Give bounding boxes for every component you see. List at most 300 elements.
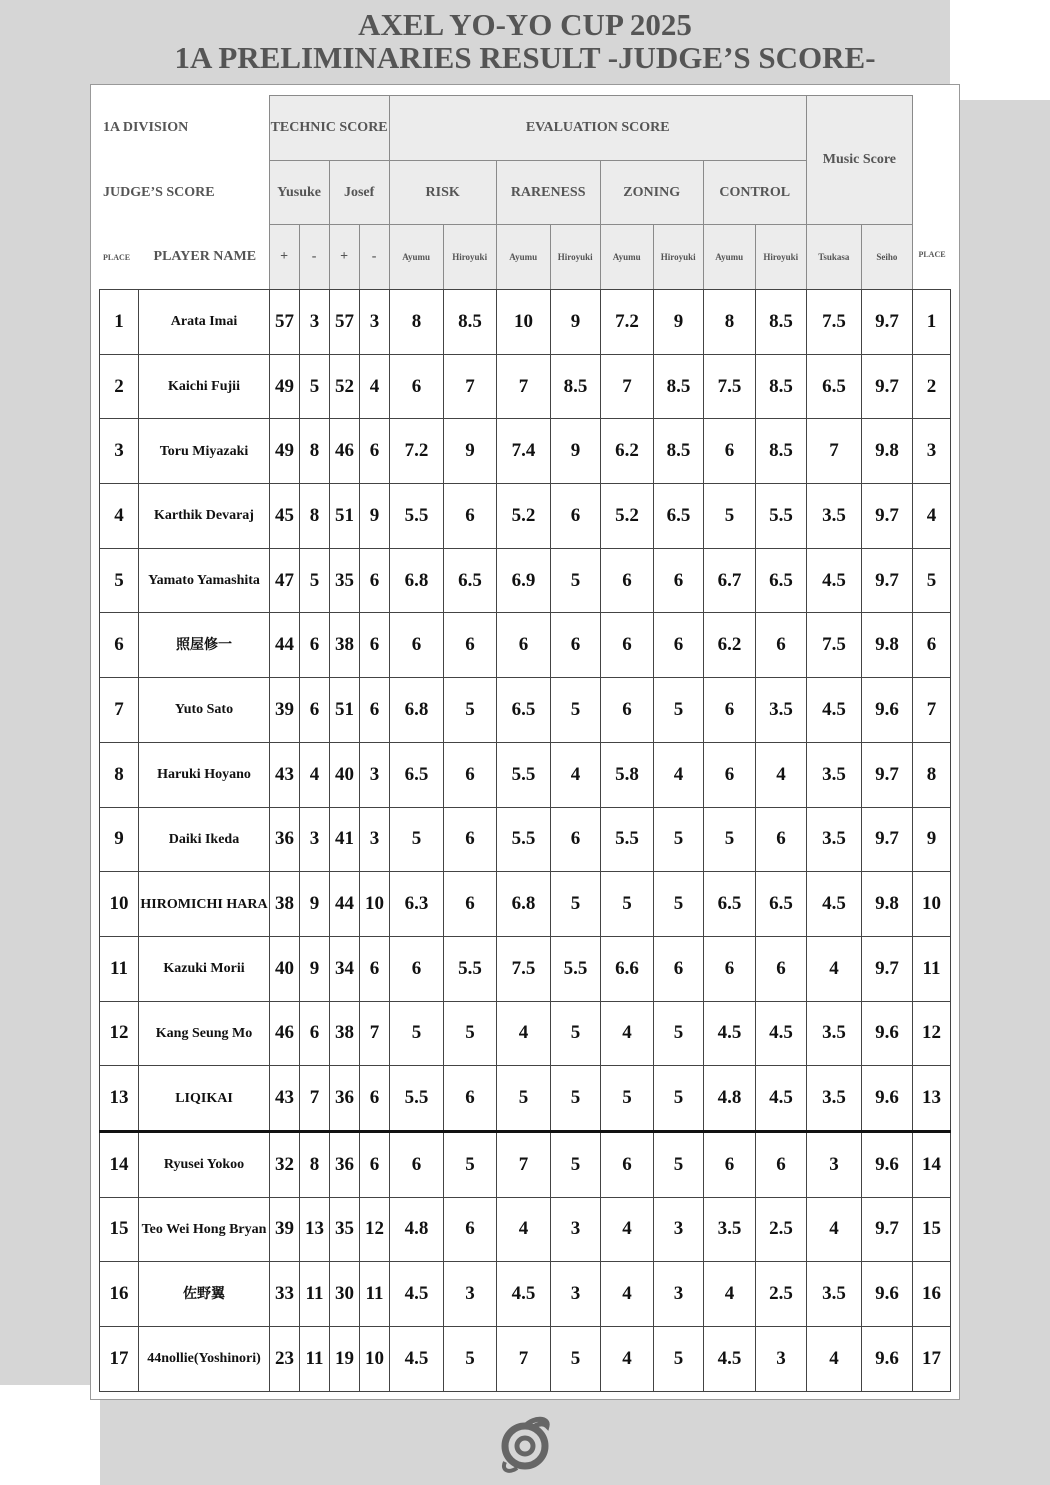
risk-hiroyuki-cell: 5: [444, 1327, 497, 1392]
place-right-cell: 13: [913, 1066, 951, 1132]
rareness-ayumu-cell: 6.8: [497, 872, 551, 937]
josef-minus-cell: 6: [360, 1066, 390, 1132]
control-hiroyuki-cell: 2.5: [756, 1262, 807, 1327]
josef-minus-cell: 12: [360, 1197, 390, 1262]
place-right-cell: 17: [913, 1327, 951, 1392]
place-cell: 15: [100, 1197, 139, 1262]
rareness-ayumu-cell: 5.2: [497, 484, 551, 549]
place-right-cell: 4: [913, 484, 951, 549]
background-left: [0, 100, 100, 1385]
evaluation-score-header: EVALUATION SCORE: [389, 96, 806, 161]
music-seiho-cell: 9.7: [862, 742, 913, 807]
technic-judge-yusuke: Yusuke: [269, 161, 329, 225]
yusuke-plus-cell: 33: [270, 1262, 300, 1327]
technic-judge-josef: Josef: [329, 161, 389, 225]
yusuke-plus-cell: 38: [270, 872, 300, 937]
zoning-judge-hiroyuki: Hiroyuki: [653, 225, 703, 290]
risk-hiroyuki-cell: 6: [444, 613, 497, 678]
zoning-ayumu-cell: 6.6: [601, 936, 654, 1001]
music-seiho-cell: 9.6: [862, 1066, 913, 1132]
zoning-hiroyuki-cell: 5: [654, 678, 704, 743]
zoning-ayumu-cell: 4: [601, 1327, 654, 1392]
place-cell: 5: [100, 548, 139, 613]
table-row: [100, 290, 951, 355]
zoning-hiroyuki-cell: 9: [654, 290, 704, 355]
music-seiho-cell: 9.7: [862, 548, 913, 613]
josef-plus-cell: 34: [330, 936, 360, 1001]
yoyo-logo-icon: [495, 1412, 555, 1474]
results-body: [100, 290, 951, 1392]
josef-minus-cell: 6: [360, 548, 390, 613]
zoning-ayumu-cell: 6: [601, 613, 654, 678]
technic-score-header: TECHNIC SCORE: [269, 96, 389, 161]
place-label-left: PLACE: [100, 225, 138, 290]
table-row: [100, 1262, 951, 1327]
player-name-cell: 44nollie(Yoshinori): [139, 1327, 270, 1392]
risk-hiroyuki-cell: 6: [444, 1066, 497, 1132]
zoning-ayumu-cell: 5.8: [601, 742, 654, 807]
place-cell: 8: [100, 742, 139, 807]
zoning-ayumu-cell: 6: [601, 548, 654, 613]
josef-minus-cell: 4: [360, 354, 390, 419]
place-cell: 12: [100, 1001, 139, 1066]
yusuke-plus-cell: 39: [270, 678, 300, 743]
place-cell: 1: [100, 290, 139, 355]
player-name-cell: 照屋修一: [139, 613, 270, 678]
josef-plus-cell: 51: [330, 678, 360, 743]
table-row: [100, 1197, 951, 1262]
yusuke-plus-cell: 43: [270, 742, 300, 807]
risk-ayumu-cell: 7.2: [390, 419, 444, 484]
josef-plus-cell: 38: [330, 1001, 360, 1066]
josef-minus-cell: 11: [360, 1262, 390, 1327]
control-ayumu-cell: 6.2: [704, 613, 756, 678]
music-seiho-cell: 9.7: [862, 484, 913, 549]
rareness-hiroyuki-cell: 9: [551, 419, 601, 484]
rareness-hiroyuki-cell: 6: [551, 613, 601, 678]
rareness-ayumu-cell: 6.5: [497, 678, 551, 743]
yusuke-minus-cell: 8: [300, 1131, 330, 1197]
rareness-hiroyuki-cell: 4: [551, 742, 601, 807]
josef-plus-cell: 46: [330, 419, 360, 484]
josef-minus-cell: 9: [360, 484, 390, 549]
place-right-cell: 14: [913, 1131, 951, 1197]
yusuke-minus-cell: 6: [300, 1001, 330, 1066]
zoning-ayumu-cell: 7.2: [601, 290, 654, 355]
category-control: CONTROL: [703, 161, 806, 225]
josef-plus-cell: 44: [330, 872, 360, 937]
rareness-ayumu-cell: 4: [497, 1197, 551, 1262]
music-tsukasa-cell: 3.5: [807, 742, 862, 807]
risk-hiroyuki-cell: 3: [444, 1262, 497, 1327]
music-tsukasa-cell: 4: [807, 936, 862, 1001]
player-name-cell: Haruki Hoyano: [139, 742, 270, 807]
josef-plus-cell: 41: [330, 807, 360, 872]
yusuke-plus-cell: 57: [270, 290, 300, 355]
yusuke-plus-cell: 47: [270, 548, 300, 613]
yusuke-plus-cell: 49: [270, 419, 300, 484]
yusuke-minus-cell: 8: [300, 419, 330, 484]
control-judge-hiroyuki: Hiroyuki: [755, 225, 806, 290]
risk-hiroyuki-cell: 9: [444, 419, 497, 484]
risk-hiroyuki-cell: 5: [444, 1001, 497, 1066]
music-tsukasa-cell: 3.5: [807, 1066, 862, 1132]
music-seiho-cell: 9.7: [862, 290, 913, 355]
place-cell: 11: [100, 936, 139, 1001]
player-name-cell: HIROMICHI HARA: [139, 872, 270, 937]
control-ayumu-cell: 5: [704, 807, 756, 872]
risk-ayumu-cell: 6: [390, 1131, 444, 1197]
place-cell: 14: [100, 1131, 139, 1197]
control-hiroyuki-cell: 8.5: [756, 290, 807, 355]
yusuke-minus-cell: 3: [300, 290, 330, 355]
rareness-ayumu-cell: 7: [497, 1327, 551, 1392]
music-seiho-cell: 9.7: [862, 936, 913, 1001]
yusuke-minus-cell: 6: [300, 613, 330, 678]
place-cell: 3: [100, 419, 139, 484]
music-seiho-cell: 9.7: [862, 354, 913, 419]
player-name-cell: Kang Seung Mo: [139, 1001, 270, 1066]
music-tsukasa-cell: 4: [807, 1327, 862, 1392]
yusuke-plus-cell: 36: [270, 807, 300, 872]
music-score-header: Music Score: [806, 96, 912, 225]
risk-judge-hiroyuki: Hiroyuki: [443, 225, 496, 290]
risk-ayumu-cell: 5: [390, 807, 444, 872]
risk-ayumu-cell: 6.3: [390, 872, 444, 937]
yusuke-plus-cell: 39: [270, 1197, 300, 1262]
table-row: [100, 548, 951, 613]
zoning-hiroyuki-cell: 5: [654, 1066, 704, 1132]
music-seiho-cell: 9.7: [862, 1197, 913, 1262]
control-ayumu-cell: 8: [704, 290, 756, 355]
josef-plus-cell: 51: [330, 484, 360, 549]
music-seiho-cell: 9.6: [862, 1262, 913, 1327]
risk-hiroyuki-cell: 6: [444, 872, 497, 937]
zoning-ayumu-cell: 4: [601, 1197, 654, 1262]
yusuke-minus-cell: 6: [300, 678, 330, 743]
zoning-ayumu-cell: 5: [601, 1066, 654, 1132]
music-judge-seiho: Seiho: [861, 225, 912, 290]
place-cell: 4: [100, 484, 139, 549]
josef-plus-cell: 35: [330, 1197, 360, 1262]
player-name-cell: Kazuki Morii: [139, 936, 270, 1001]
josef-minus-cell: 6: [360, 419, 390, 484]
yusuke-plus-cell: 49: [270, 354, 300, 419]
josef-plus-cell: 36: [330, 1066, 360, 1132]
rareness-hiroyuki-cell: 3: [551, 1197, 601, 1262]
josef-minus-cell: 6: [360, 678, 390, 743]
place-cell: 10: [100, 872, 139, 937]
rareness-hiroyuki-cell: 5.5: [551, 936, 601, 1001]
zoning-ayumu-cell: 4: [601, 1001, 654, 1066]
rareness-hiroyuki-cell: 3: [551, 1262, 601, 1327]
rareness-ayumu-cell: 7: [497, 354, 551, 419]
rareness-judge-hiroyuki: Hiroyuki: [550, 225, 600, 290]
table-row: [100, 484, 951, 549]
risk-hiroyuki-cell: 5: [444, 678, 497, 743]
place-right-cell: 11: [913, 936, 951, 1001]
risk-hiroyuki-cell: 6: [444, 742, 497, 807]
table-row: [100, 807, 951, 872]
zoning-ayumu-cell: 7: [601, 354, 654, 419]
rareness-hiroyuki-cell: 5: [551, 548, 601, 613]
josef-plus: +: [329, 225, 359, 290]
rareness-hiroyuki-cell: 9: [551, 290, 601, 355]
yusuke-plus: +: [269, 225, 299, 290]
player-name-cell: Ryusei Yokoo: [139, 1131, 270, 1197]
music-seiho-cell: 9.6: [862, 1327, 913, 1392]
zoning-hiroyuki-cell: 3: [654, 1197, 704, 1262]
zoning-hiroyuki-cell: 5: [654, 872, 704, 937]
zoning-ayumu-cell: 6: [601, 1131, 654, 1197]
josef-minus-cell: 10: [360, 1327, 390, 1392]
control-hiroyuki-cell: 6.5: [756, 872, 807, 937]
place-right-cell: 3: [913, 419, 951, 484]
zoning-hiroyuki-cell: 8.5: [654, 419, 704, 484]
rareness-ayumu-cell: 4.5: [497, 1262, 551, 1327]
music-tsukasa-cell: 4: [807, 1197, 862, 1262]
yusuke-plus-cell: 32: [270, 1131, 300, 1197]
yusuke-plus-cell: 45: [270, 484, 300, 549]
risk-ayumu-cell: 6.8: [390, 678, 444, 743]
control-ayumu-cell: 6: [704, 742, 756, 807]
josef-plus-cell: 19: [330, 1327, 360, 1392]
yusuke-minus-cell: 5: [300, 354, 330, 419]
place-cell: 16: [100, 1262, 139, 1327]
yusuke-plus-cell: 40: [270, 936, 300, 1001]
zoning-hiroyuki-cell: 5: [654, 807, 704, 872]
place-right-cell: 5: [913, 548, 951, 613]
rareness-hiroyuki-cell: 5: [551, 1066, 601, 1132]
yusuke-minus-cell: 11: [300, 1262, 330, 1327]
yusuke-plus-cell: 43: [270, 1066, 300, 1132]
player-name-cell: Teo Wei Hong Bryan: [139, 1197, 270, 1262]
risk-ayumu-cell: 4.5: [390, 1327, 444, 1392]
rareness-ayumu-cell: 7.4: [497, 419, 551, 484]
rareness-hiroyuki-cell: 6: [551, 484, 601, 549]
player-name-cell: LIQIKAI: [139, 1066, 270, 1132]
table-row: [100, 354, 951, 419]
rareness-ayumu-cell: 5: [497, 1066, 551, 1132]
music-tsukasa-cell: 7.5: [807, 613, 862, 678]
player-name-cell: Daiki Ikeda: [139, 807, 270, 872]
category-risk: RISK: [389, 161, 496, 225]
background-corner-bottom-left: [0, 1385, 100, 1485]
music-seiho-cell: 9.6: [862, 1001, 913, 1066]
zoning-ayumu-cell: 5.5: [601, 807, 654, 872]
music-tsukasa-cell: 4.5: [807, 872, 862, 937]
josef-minus: -: [359, 225, 389, 290]
music-tsukasa-cell: 3.5: [807, 1262, 862, 1327]
control-hiroyuki-cell: 6: [756, 1131, 807, 1197]
josef-minus-cell: 3: [360, 290, 390, 355]
zoning-hiroyuki-cell: 4: [654, 742, 704, 807]
control-hiroyuki-cell: 6.5: [756, 548, 807, 613]
control-hiroyuki-cell: 5.5: [756, 484, 807, 549]
place-cell: 2: [100, 354, 139, 419]
zoning-hiroyuki-cell: 6: [654, 613, 704, 678]
control-hiroyuki-cell: 8.5: [756, 419, 807, 484]
control-hiroyuki-cell: 2.5: [756, 1197, 807, 1262]
music-tsukasa-cell: 4.5: [807, 548, 862, 613]
josef-minus-cell: 6: [360, 1131, 390, 1197]
music-tsukasa-cell: 3: [807, 1131, 862, 1197]
rareness-ayumu-cell: 7.5: [497, 936, 551, 1001]
control-ayumu-cell: 7.5: [704, 354, 756, 419]
control-ayumu-cell: 6: [704, 678, 756, 743]
table-row: [100, 419, 951, 484]
risk-hiroyuki-cell: 7: [444, 354, 497, 419]
music-seiho-cell: 9.8: [862, 872, 913, 937]
rareness-hiroyuki-cell: 5: [551, 1131, 601, 1197]
josef-minus-cell: 3: [360, 807, 390, 872]
zoning-hiroyuki-cell: 6: [654, 548, 704, 613]
zoning-ayumu-cell: 6: [601, 678, 654, 743]
risk-ayumu-cell: 4.8: [390, 1197, 444, 1262]
risk-hiroyuki-cell: 5: [444, 1131, 497, 1197]
yusuke-minus-cell: 8: [300, 484, 330, 549]
rareness-hiroyuki-cell: 5: [551, 872, 601, 937]
music-tsukasa-cell: 3.5: [807, 807, 862, 872]
yusuke-minus-cell: 7: [300, 1066, 330, 1132]
zoning-hiroyuki-cell: 6.5: [654, 484, 704, 549]
place-label-right: PLACE: [918, 250, 946, 259]
control-ayumu-cell: 4: [704, 1262, 756, 1327]
zoning-ayumu-cell: 6.2: [601, 419, 654, 484]
control-ayumu-cell: 6.7: [704, 548, 756, 613]
risk-ayumu-cell: 5.5: [390, 484, 444, 549]
yusuke-minus-cell: 11: [300, 1327, 330, 1392]
place-cell: 9: [100, 807, 139, 872]
player-name-cell: Kaichi Fujii: [139, 354, 270, 419]
josef-minus-cell: 7: [360, 1001, 390, 1066]
risk-ayumu-cell: 6.8: [390, 548, 444, 613]
music-judge-tsukasa: Tsukasa: [806, 225, 861, 290]
table-row: [100, 872, 951, 937]
division-label: 1A DIVISION: [100, 96, 269, 161]
risk-ayumu-cell: 6: [390, 936, 444, 1001]
rareness-hiroyuki-cell: 5: [551, 1001, 601, 1066]
control-hiroyuki-cell: 3.5: [756, 678, 807, 743]
player-name-cell: Toru Miyazaki: [139, 419, 270, 484]
yusuke-minus-cell: 5: [300, 548, 330, 613]
risk-ayumu-cell: 5: [390, 1001, 444, 1066]
control-ayumu-cell: 4.8: [704, 1066, 756, 1132]
zoning-hiroyuki-cell: 3: [654, 1262, 704, 1327]
table-row: [100, 1327, 951, 1392]
control-hiroyuki-cell: 6: [756, 613, 807, 678]
control-hiroyuki-cell: 6: [756, 936, 807, 1001]
category-zoning: ZONING: [600, 161, 703, 225]
josef-plus-cell: 36: [330, 1131, 360, 1197]
table-row: [100, 1131, 951, 1197]
yusuke-minus: -: [299, 225, 329, 290]
control-ayumu-cell: 6.5: [704, 872, 756, 937]
risk-ayumu-cell: 4.5: [390, 1262, 444, 1327]
yusuke-minus-cell: 9: [300, 872, 330, 937]
control-ayumu-cell: 4.5: [704, 1001, 756, 1066]
place-cell: 17: [100, 1327, 139, 1392]
music-tsukasa-cell: 7.5: [807, 290, 862, 355]
yusuke-plus-cell: 44: [270, 613, 300, 678]
control-hiroyuki-cell: 4: [756, 742, 807, 807]
rareness-hiroyuki-cell: 6: [551, 807, 601, 872]
josef-plus-cell: 57: [330, 290, 360, 355]
place-right-cell: 8: [913, 742, 951, 807]
title-line-1: AXEL YO-YO CUP 2025: [358, 7, 692, 42]
risk-ayumu-cell: 5.5: [390, 1066, 444, 1132]
place-right-cell: 12: [913, 1001, 951, 1066]
risk-ayumu-cell: 6.5: [390, 742, 444, 807]
header-table: [100, 95, 913, 290]
place-right-cell: 15: [913, 1197, 951, 1262]
zoning-hiroyuki-cell: 5: [654, 1001, 704, 1066]
table-row: [100, 1066, 951, 1132]
music-tsukasa-cell: 4.5: [807, 678, 862, 743]
risk-hiroyuki-cell: 6: [444, 1197, 497, 1262]
rareness-ayumu-cell: 4: [497, 1001, 551, 1066]
zoning-hiroyuki-cell: 6: [654, 936, 704, 1001]
josef-minus-cell: 6: [360, 613, 390, 678]
place-right-cell: 10: [913, 872, 951, 937]
control-ayumu-cell: 6: [704, 936, 756, 1001]
place-right-cell: 6: [913, 613, 951, 678]
control-hiroyuki-cell: 4.5: [756, 1066, 807, 1132]
yusuke-minus-cell: 3: [300, 807, 330, 872]
table-row: [100, 613, 951, 678]
risk-judge-ayumu: Ayumu: [389, 225, 443, 290]
music-tsukasa-cell: 3.5: [807, 1001, 862, 1066]
josef-plus-cell: 52: [330, 354, 360, 419]
josef-plus-cell: 40: [330, 742, 360, 807]
music-seiho-cell: 9.8: [862, 613, 913, 678]
yusuke-plus-cell: 46: [270, 1001, 300, 1066]
music-seiho-cell: 9.6: [862, 1131, 913, 1197]
judges-score-label: JUDGE’S SCORE: [100, 161, 269, 225]
yusuke-minus-cell: 9: [300, 936, 330, 1001]
zoning-hiroyuki-cell: 8.5: [654, 354, 704, 419]
zoning-judge-ayumu: Ayumu: [600, 225, 653, 290]
rareness-hiroyuki-cell: 5: [551, 1327, 601, 1392]
music-tsukasa-cell: 6.5: [807, 354, 862, 419]
music-tsukasa-cell: 3.5: [807, 484, 862, 549]
music-seiho-cell: 9.8: [862, 419, 913, 484]
zoning-ayumu-cell: 4: [601, 1262, 654, 1327]
risk-ayumu-cell: 6: [390, 354, 444, 419]
josef-minus-cell: 6: [360, 936, 390, 1001]
josef-plus-cell: 30: [330, 1262, 360, 1327]
page-title: [0, 8, 1050, 74]
control-ayumu-cell: 6: [704, 1131, 756, 1197]
rareness-ayumu-cell: 6: [497, 613, 551, 678]
control-hiroyuki-cell: 3: [756, 1327, 807, 1392]
control-hiroyuki-cell: 6: [756, 807, 807, 872]
place-cell: 6: [100, 613, 139, 678]
risk-hiroyuki-cell: 6.5: [444, 548, 497, 613]
rareness-ayumu-cell: 5.5: [497, 807, 551, 872]
music-seiho-cell: 9.6: [862, 678, 913, 743]
player-name-cell: 佐野翼: [139, 1262, 270, 1327]
yusuke-minus-cell: 13: [300, 1197, 330, 1262]
risk-ayumu-cell: 6: [390, 613, 444, 678]
place-right-cell: 7: [913, 678, 951, 743]
place-cell: 13: [100, 1066, 139, 1132]
rareness-judge-ayumu: Ayumu: [496, 225, 550, 290]
zoning-hiroyuki-cell: 5: [654, 1327, 704, 1392]
rareness-ayumu-cell: 6.9: [497, 548, 551, 613]
place-right-cell: 2: [913, 354, 951, 419]
place-right-cell: 9: [913, 807, 951, 872]
